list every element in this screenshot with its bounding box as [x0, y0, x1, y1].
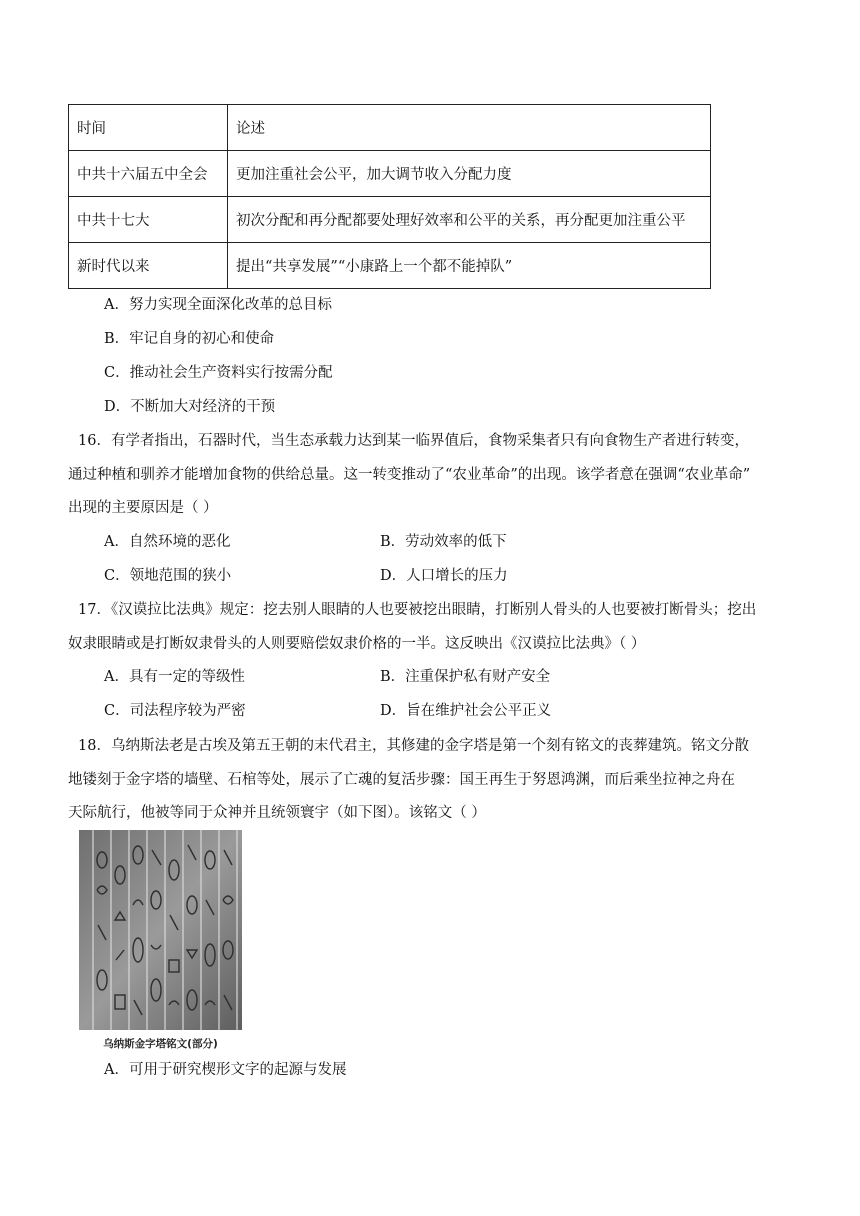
q17-option-c: C．司法程序较为严密 — [104, 703, 246, 719]
q15-option-a: A．努力实现全面深化改革的总目标 — [104, 297, 332, 313]
statement-table — [68, 104, 711, 289]
q17-option-d: D．旨在维护社会公平正义 — [380, 703, 552, 719]
table-cell: 初次分配和再分配都要处理好效率和公平的关系，再分配更加注重公平 — [228, 197, 711, 243]
q17-option-a: A．具有一定的等级性 — [104, 669, 245, 685]
q16-stem-line: 通过种植和驯养才能增加食物的供给总量。这一转变推动了“农业革命”的出现。该学者意在强调“农业革命” — [68, 467, 751, 483]
q15-option-c: C．推动社会生产资料实行按需分配 — [104, 365, 333, 381]
q16-option-a: A．自然环境的恶化 — [104, 534, 231, 550]
inscription-image — [79, 830, 242, 1030]
inscription-image-graphic — [79, 830, 242, 1030]
table-row — [69, 243, 711, 289]
q16-option-b: B．劳动效率的低下 — [380, 534, 507, 550]
inscription-caption: 乌纳斯金字塔铭文(部分) — [103, 1038, 218, 1050]
table-cell: 中共十六届五中全会 — [69, 151, 228, 197]
q15-option-d: D．不断加大对经济的干预 — [104, 399, 276, 415]
q16-stem-line: 16．有学者指出，石器时代，当生态承载力达到某一临界值后，食物采集者只有向食物生产者进行转变， — [78, 433, 749, 449]
q15-option-b: B．牢记自身的初心和使命 — [104, 331, 275, 347]
table-cell: 中共十七大 — [69, 197, 228, 243]
q18-stem-line: 18．乌纳斯法老是古埃及第五王朝的末代君主，其修建的金字塔是第一个刻有铭文的丧葬建筑。铭文分散 — [78, 738, 749, 754]
table-cell: 新时代以来 — [69, 243, 228, 289]
q17-stem-line: 奴隶眼睛或是打断奴隶骨头的人则要赔偿奴隶价格的一半。这反映出《汉谟拉比法典》（ ） — [68, 636, 646, 652]
table-cell: 更加注重社会公平，加大调节收入分配力度 — [228, 151, 711, 197]
q18-stem-line: 天际航行，他被等同于众神并且统领寰宇（如下图）。该铭文（ ） — [68, 805, 486, 821]
table-row — [69, 197, 711, 243]
q16-stem-line: 出现的主要原因是（ ） — [68, 500, 218, 516]
q17-stem-line: 17．《汉谟拉比法典》规定：挖去别人眼睛的人也要被挖出眼睛，打断别人骨头的人也要被打断骨头；挖出 — [78, 602, 757, 618]
table-cell: 提出“共享发展”“小康路上一个都不能掉队” — [228, 243, 711, 289]
q18-stem-line: 地镂刻于金字塔的墙壁、石棺等处，展示了亡魂的复活步骤：国王再生于努恩鸿渊，而后乘坐拉神之舟在 — [68, 772, 735, 788]
table-header-cell: 时间 — [69, 105, 228, 151]
q16-option-c: C．领地范围的狭小 — [104, 568, 232, 584]
q18-option-a: A．可用于研究楔形文字的起源与发展 — [104, 1062, 347, 1078]
table-header-cell: 论述 — [228, 105, 711, 151]
table-row — [69, 151, 711, 197]
q16-option-d: D．人口增长的压力 — [380, 568, 508, 584]
table-header-row — [69, 105, 711, 151]
q17-option-b: B．注重保护私有财产安全 — [380, 669, 551, 685]
